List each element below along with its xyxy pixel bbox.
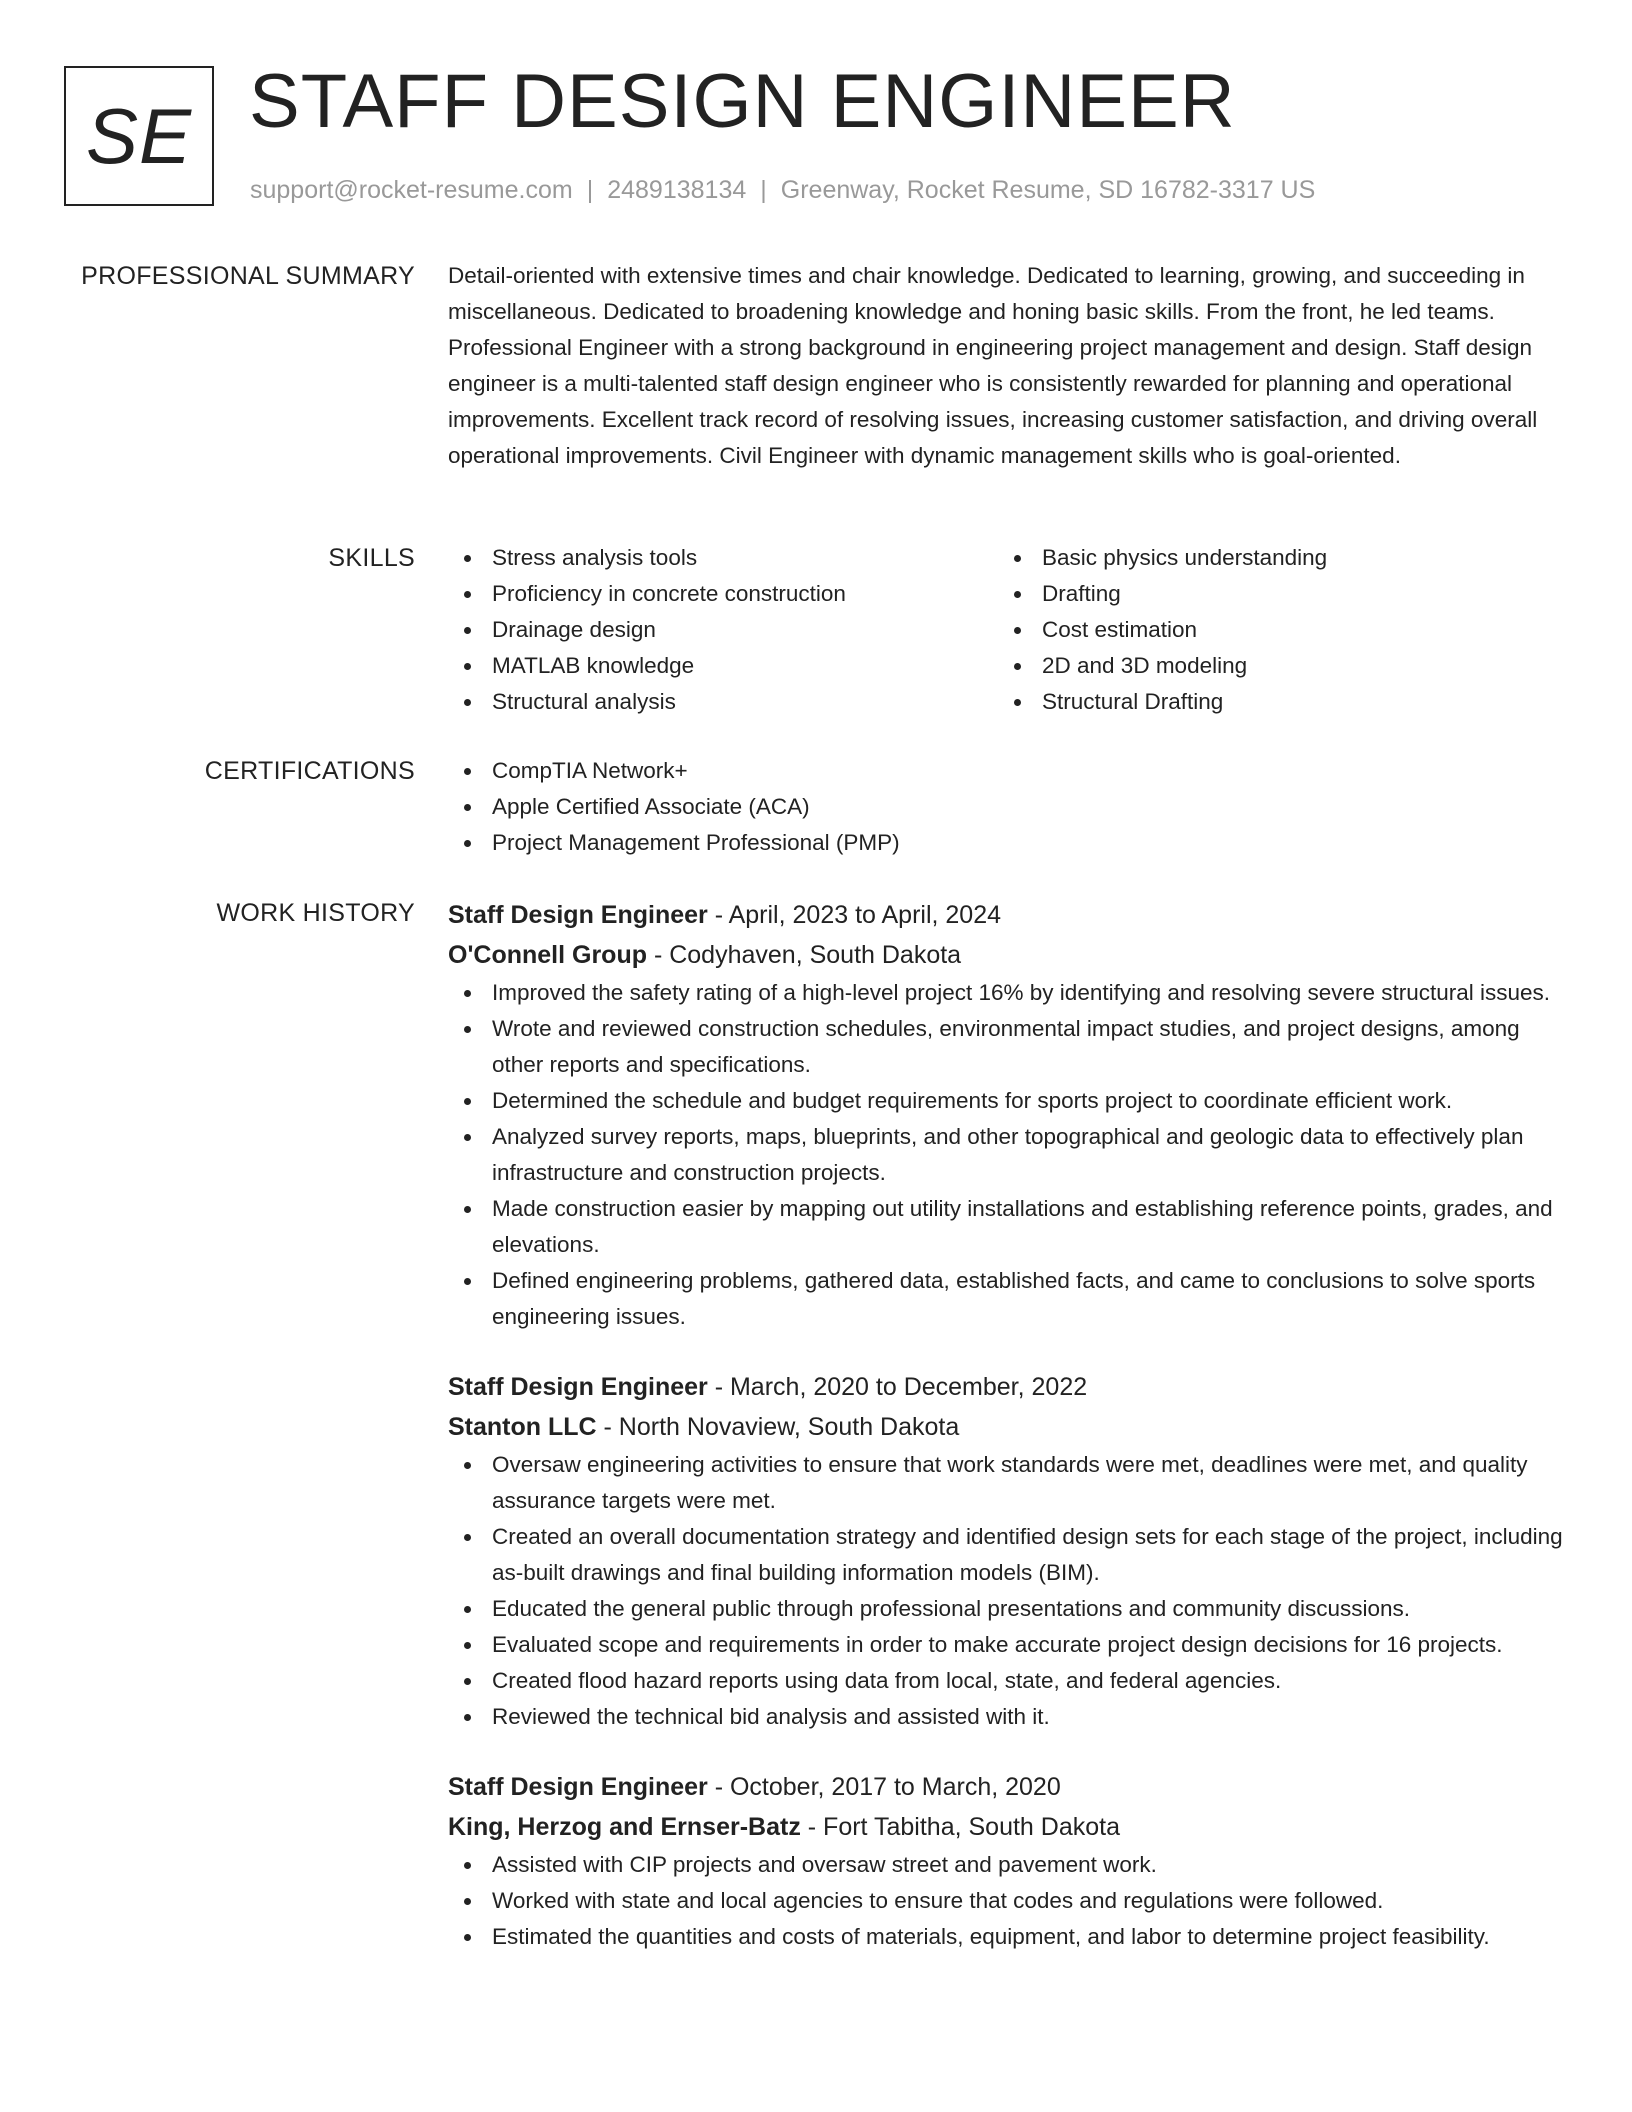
- job-company-line: [448, 1407, 1568, 1447]
- job-bullet: Made construction easier by mapping out utility installations and establishing reference points, grades, and elevations.: [448, 1191, 1568, 1263]
- job-title-line: [448, 1367, 1568, 1407]
- certification-item: Apple Certified Associate (ACA): [448, 789, 1568, 825]
- skill-item: Drainage design: [448, 612, 998, 648]
- job-dates: - April, 2023 to April, 2024: [707, 901, 1002, 929]
- job-bullet: Defined engineering problems, gathered data, established facts, and came to conclusions to solve sports engineering issues.: [448, 1263, 1568, 1335]
- certification-item: Project Management Professional (PMP): [448, 825, 1568, 861]
- job-bullet: Created flood hazard reports using data from local, state, and federal agencies.: [448, 1663, 1568, 1699]
- job-bullet: Estimated the quantities and costs of materials, equipment, and labor to determine project feasibility.: [448, 1919, 1568, 1955]
- job-company: King, Herzog and Ernser-Batz: [448, 1813, 801, 1841]
- monogram-logo: SE: [64, 66, 214, 206]
- job-title: Staff Design Engineer: [448, 1773, 708, 1801]
- job-bullet: Evaluated scope and requirements in order to make accurate project design decisions for 16 projects.: [448, 1627, 1568, 1663]
- section-label-skills: SKILLS: [328, 544, 415, 572]
- job-title: Staff Design Engineer: [448, 1373, 708, 1401]
- skill-item: Drafting: [998, 576, 1548, 612]
- job-bullet: Reviewed the technical bid analysis and assisted with it.: [448, 1699, 1568, 1735]
- skill-item: Structural analysis: [448, 684, 998, 720]
- job-title-line: [448, 895, 1568, 935]
- contact-separator: |: [760, 176, 767, 204]
- job-bullet: Created an overall documentation strategy and identified design sets for each stage of the project, including as-built drawings and final building information models (BIM).: [448, 1519, 1568, 1591]
- job-location: - North Novaview, South Dakota: [596, 1413, 960, 1441]
- job-dates: - March, 2020 to December, 2022: [707, 1373, 1088, 1401]
- job-bullet: Worked with state and local agencies to ensure that codes and regulations were followed.: [448, 1883, 1568, 1919]
- contact-line: [250, 174, 1315, 206]
- job-bullet: Oversaw engineering activities to ensure that work standards were met, deadlines were met, and quality assurance targets were met.: [448, 1447, 1568, 1519]
- job-bullets: [448, 975, 1568, 1335]
- skill-item: Structural Drafting: [998, 684, 1548, 720]
- certifications-list: [448, 753, 1568, 861]
- job-title-line: [448, 1767, 1568, 1807]
- work-history-body: [448, 895, 1568, 1987]
- job-company-line: [448, 1807, 1568, 1847]
- job-entry: [448, 895, 1568, 1335]
- job-bullet: Determined the schedule and budget requirements for sports project to coordinate efficient work.: [448, 1083, 1568, 1119]
- skill-item: Stress analysis tools: [448, 540, 998, 576]
- contact-address: Greenway, Rocket Resume, SD 16782-3317 US: [780, 176, 1316, 204]
- skills-column-2: [998, 540, 1548, 720]
- job-entry: [448, 1767, 1568, 1955]
- job-bullet: Educated the general public through professional presentations and community discussions.: [448, 1591, 1568, 1627]
- job-bullet: Wrote and reviewed construction schedules, environmental impact studies, and project designs, among other reports and specifications.: [448, 1011, 1568, 1083]
- job-bullet: Assisted with CIP projects and oversaw street and pavement work.: [448, 1847, 1568, 1883]
- job-title: Staff Design Engineer: [448, 901, 708, 929]
- skill-item: 2D and 3D modeling: [998, 648, 1548, 684]
- skill-item: Basic physics understanding: [998, 540, 1548, 576]
- job-location: - Fort Tabitha, South Dakota: [800, 1813, 1120, 1841]
- job-location: - Codyhaven, South Dakota: [647, 941, 962, 969]
- job-bullets: [448, 1447, 1568, 1735]
- job-bullet: Improved the safety rating of a high-level project 16% by identifying and resolving severe structural issues.: [448, 975, 1568, 1011]
- job-entry: [448, 1367, 1568, 1735]
- summary-text: Detail-oriented with extensive times and chair knowledge. Dedicated to learning, growing, and succeeding in miscellaneous. Dedicated to broadening knowledge and honing basic skills. From the front, he led teams. Professional Engineer with a strong background in engineering project management and design. Staff design engineer is a multi-talented staff design engineer who is consistently rewarded for planning and operational improvements. Excellent track record of resolving issues, increasing customer satisfaction, and driving overall operational improvements. Civil Engineer with dynamic management skills who is goal-oriented.: [448, 263, 1538, 468]
- section-label-work-history: WORK HISTORY: [216, 899, 415, 927]
- job-company: O'Connell Group: [448, 941, 647, 969]
- skills-body: [448, 540, 1568, 720]
- certification-item: CompTIA Network+: [448, 753, 1568, 789]
- skills-column-1: [448, 540, 998, 720]
- job-company-line: [448, 935, 1568, 975]
- job-dates: - October, 2017 to March, 2020: [707, 1773, 1061, 1801]
- certifications-body: [448, 753, 1568, 861]
- page-title: STAFF DESIGN ENGINEER: [249, 59, 1236, 144]
- job-company: Stanton LLC: [448, 1413, 597, 1441]
- section-label-certifications: CERTIFICATIONS: [204, 757, 415, 785]
- skill-item: Proficiency in concrete construction: [448, 576, 998, 612]
- skill-item: MATLAB knowledge: [448, 648, 998, 684]
- job-bullet: Analyzed survey reports, maps, blueprints, and other topographical and geologic data to effectively plan infrastructure and construction projects.: [448, 1119, 1568, 1191]
- skill-item: Cost estimation: [998, 612, 1548, 648]
- section-label-summary: PROFESSIONAL SUMMARY: [81, 262, 415, 290]
- contact-separator: |: [586, 176, 594, 204]
- contact-phone[interactable]: 2489138134: [607, 176, 747, 204]
- contact-email[interactable]: support@rocket-resume.com: [250, 176, 573, 204]
- job-bullets: [448, 1847, 1568, 1955]
